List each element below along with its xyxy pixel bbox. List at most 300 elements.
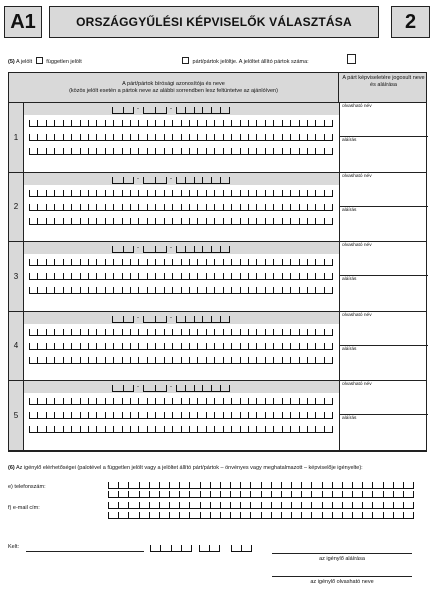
tick-cell — [189, 502, 199, 509]
tick-cell — [54, 287, 62, 294]
tick-cell — [172, 287, 180, 294]
readable-name-field[interactable] — [340, 381, 428, 415]
tick-cell — [265, 204, 273, 211]
signature-caption: az igénylő aláírása — [319, 556, 365, 562]
tick-cell — [290, 357, 298, 364]
tick-cell — [123, 385, 135, 392]
tick-cell — [105, 426, 113, 433]
tick-cell — [37, 134, 45, 141]
tick-cell — [29, 357, 37, 364]
tick-cell — [138, 204, 146, 211]
tick-cell — [112, 316, 123, 323]
tick-cell — [256, 343, 264, 350]
party-name-line[interactable] — [29, 287, 333, 294]
tick-cell — [37, 259, 45, 266]
party-name-line[interactable] — [29, 426, 333, 433]
tick-cell — [155, 343, 163, 350]
tick-cell — [46, 357, 54, 364]
tick-cell — [130, 148, 138, 155]
tick-cell — [324, 259, 333, 266]
tick-cell — [189, 259, 197, 266]
party-name-line[interactable] — [29, 412, 333, 419]
representative-cell — [339, 173, 428, 242]
tick-cell — [299, 329, 307, 336]
tick-cell — [307, 134, 315, 141]
table-header-party-title: A párt/pártok bírósági azonosítója és neve — [122, 81, 225, 87]
tick-cell — [164, 190, 172, 197]
tick-cell — [37, 343, 45, 350]
tick-cell — [105, 134, 113, 141]
tick-cell — [352, 502, 362, 509]
tick-cell — [189, 426, 197, 433]
tick-cell — [80, 259, 88, 266]
tick-cell — [29, 398, 37, 405]
tick-cell — [206, 426, 214, 433]
name-line[interactable] — [272, 576, 412, 577]
tick-cell — [130, 357, 138, 364]
party-name-line[interactable] — [29, 204, 333, 211]
tick-cell — [181, 412, 189, 419]
party-option-label: párt/pártok jelöltje. A jelöltet állító pártok száma: — [192, 59, 309, 65]
tick-cell — [164, 343, 172, 350]
tick-cell — [189, 134, 197, 141]
tick-cell — [113, 218, 121, 225]
tick-cell — [271, 491, 281, 498]
tick-cell — [155, 273, 163, 280]
tick-cell — [122, 148, 130, 155]
name-caption: az igénylő olvasható neve — [310, 579, 374, 585]
tick-cell — [332, 512, 342, 519]
date-year-field[interactable] — [150, 545, 192, 552]
tick-cell — [147, 204, 155, 211]
tick-cell — [54, 148, 62, 155]
tick-cell — [271, 502, 281, 509]
tick-cell — [29, 426, 37, 433]
tick-cell — [71, 148, 79, 155]
party-checkbox[interactable] — [182, 57, 189, 64]
tick-cell — [63, 398, 71, 405]
tick-cell — [265, 148, 273, 155]
tick-cell — [240, 502, 250, 509]
tick-cell — [71, 287, 79, 294]
tick-cell — [46, 287, 54, 294]
tick-cell — [290, 287, 298, 294]
party-name-line[interactable] — [29, 120, 333, 127]
tick-cell — [240, 190, 248, 197]
table-row — [9, 103, 426, 173]
phone-field-row2[interactable] — [108, 491, 414, 498]
party-name-line[interactable] — [29, 398, 333, 405]
tick-cell — [214, 120, 222, 127]
tick-cell — [88, 412, 96, 419]
tick-cell — [181, 398, 189, 405]
tick-cell — [159, 482, 169, 489]
party-name-line[interactable] — [29, 329, 333, 336]
tick-cell — [172, 357, 180, 364]
tick-cell — [307, 259, 315, 266]
tick-cell — [37, 273, 45, 280]
party-name-line[interactable] — [29, 134, 333, 141]
tick-cell — [281, 512, 291, 519]
tick-cell — [113, 357, 121, 364]
tick-cell — [181, 273, 189, 280]
tick-cell — [223, 190, 231, 197]
signature-field[interactable] — [340, 415, 428, 449]
tick-cell — [197, 218, 205, 225]
tick-cell — [324, 120, 333, 127]
tick-cell — [199, 545, 209, 552]
tick-cell — [185, 177, 194, 184]
tick-cell — [176, 385, 185, 392]
tick-cell — [176, 177, 185, 184]
tick-cell — [248, 412, 256, 419]
party-id-part2[interactable] — [143, 385, 167, 392]
id-separator: - — [170, 106, 172, 112]
tick-cell — [29, 120, 37, 127]
tick-cell — [231, 426, 239, 433]
tick-cell — [128, 491, 138, 498]
tick-cell — [403, 491, 414, 498]
tick-cell — [214, 329, 222, 336]
tick-cell — [202, 385, 211, 392]
tick-cell — [282, 190, 290, 197]
table-row — [9, 173, 426, 243]
tick-cell — [46, 148, 54, 155]
tick-cell — [172, 426, 180, 433]
tick-cell — [265, 357, 273, 364]
tick-cell — [240, 512, 250, 519]
signature-field[interactable] — [340, 207, 428, 241]
party-id-part2[interactable] — [143, 177, 167, 184]
tick-cell — [332, 482, 342, 489]
tick-cell — [240, 218, 248, 225]
tick-cell — [273, 259, 281, 266]
tick-cell — [155, 357, 163, 364]
tick-cell — [96, 148, 104, 155]
tick-cell — [299, 412, 307, 419]
tick-cell — [206, 190, 214, 197]
tick-cell — [71, 218, 79, 225]
tick-cell — [113, 412, 121, 419]
tick-cell — [172, 343, 180, 350]
tick-cell — [164, 273, 172, 280]
readable-name-field[interactable] — [340, 103, 428, 137]
tick-cell — [230, 502, 240, 509]
signature-label: aláírás — [342, 277, 357, 283]
tick-cell — [299, 148, 307, 155]
party-name-line[interactable] — [29, 148, 333, 155]
tick-cell — [138, 134, 146, 141]
tick-cell — [181, 343, 189, 350]
tick-cell — [240, 426, 248, 433]
tick-cell — [105, 190, 113, 197]
tick-cell — [181, 259, 189, 266]
tick-cell — [282, 134, 290, 141]
tick-cell — [214, 412, 222, 419]
tick-cell — [138, 259, 146, 266]
place-line[interactable] — [26, 551, 144, 552]
tick-cell — [223, 412, 231, 419]
party-id-part2[interactable] — [143, 316, 167, 323]
tick-cell — [290, 273, 298, 280]
tick-cell — [105, 259, 113, 266]
tick-cell — [185, 316, 194, 323]
tick-cell — [181, 148, 189, 155]
tick-cell — [322, 491, 332, 498]
tick-cell — [130, 329, 138, 336]
tick-cell — [248, 259, 256, 266]
tick-cell — [155, 412, 163, 419]
party-name-line[interactable] — [29, 273, 333, 280]
independent-option-label: független jelölt — [46, 59, 82, 65]
tick-cell — [138, 329, 146, 336]
party-id-part3[interactable] — [176, 177, 230, 184]
tick-cell — [248, 343, 256, 350]
tick-cell — [63, 273, 71, 280]
tick-cell — [80, 134, 88, 141]
tick-cell — [299, 273, 307, 280]
tick-cell — [185, 385, 194, 392]
email-field-row2[interactable] — [108, 512, 414, 519]
tick-cell — [248, 329, 256, 336]
representative-cell — [339, 103, 428, 172]
tick-cell — [105, 148, 113, 155]
tick-cell — [96, 412, 104, 419]
tick-cell — [324, 148, 333, 155]
tick-cell — [189, 357, 197, 364]
tick-cell — [282, 259, 290, 266]
tick-cell — [290, 343, 298, 350]
party-id-part1[interactable] — [112, 107, 134, 114]
tick-cell — [352, 482, 362, 489]
tick-cell — [197, 259, 205, 266]
tick-cell — [155, 134, 163, 141]
tick-cell — [80, 287, 88, 294]
tick-cell — [206, 259, 214, 266]
tick-cell — [273, 134, 281, 141]
signature-label: aláírás — [342, 416, 357, 422]
tick-cell — [372, 482, 382, 489]
party-id-part2[interactable] — [143, 107, 167, 114]
candidate-label: A jelölt — [15, 59, 33, 65]
tick-cell — [172, 259, 180, 266]
tick-cell — [315, 287, 323, 294]
tick-cell — [88, 148, 96, 155]
tick-cell — [372, 491, 382, 498]
tick-cell — [37, 426, 45, 433]
tick-cell — [88, 204, 96, 211]
tick-cell — [291, 491, 301, 498]
tick-cell — [172, 148, 180, 155]
tick-cell — [96, 343, 104, 350]
tick-cell — [29, 190, 37, 197]
tick-cell — [139, 512, 149, 519]
tick-cell — [172, 190, 180, 197]
tick-cell — [231, 545, 241, 552]
tick-cell — [189, 204, 197, 211]
party-count-box[interactable] — [347, 54, 356, 64]
tick-cell — [206, 134, 214, 141]
tick-cell — [256, 120, 264, 127]
party-id-part1[interactable] — [112, 246, 134, 253]
tick-cell — [118, 482, 128, 489]
party-name-line[interactable] — [29, 190, 333, 197]
tick-cell — [189, 412, 197, 419]
tick-cell — [88, 357, 96, 364]
party-name-line[interactable] — [29, 218, 333, 225]
party-id-part1[interactable] — [112, 316, 134, 323]
id-separator: - — [137, 384, 139, 390]
tick-cell — [122, 398, 130, 405]
tick-cell — [256, 273, 264, 280]
tick-cell — [256, 190, 264, 197]
tick-cell — [206, 218, 214, 225]
tick-cell — [189, 120, 197, 127]
tick-cell — [206, 204, 214, 211]
party-id-part1[interactable] — [112, 385, 134, 392]
tick-cell — [206, 273, 214, 280]
tick-cell — [282, 218, 290, 225]
tick-cell — [88, 259, 96, 266]
tick-cell — [307, 426, 315, 433]
tick-cell — [200, 482, 210, 489]
party-name-line[interactable] — [29, 357, 333, 364]
row-number: 2 — [9, 173, 24, 242]
signature-label: aláírás — [342, 346, 357, 352]
tick-cell — [105, 398, 113, 405]
tick-cell — [88, 398, 96, 405]
tick-cell — [122, 426, 130, 433]
independent-checkbox[interactable] — [36, 57, 43, 64]
tick-cell — [113, 273, 121, 280]
tick-cell — [105, 218, 113, 225]
tick-cell — [271, 512, 281, 519]
party-id-part3[interactable] — [176, 316, 230, 323]
tick-cell — [130, 398, 138, 405]
tick-cell — [220, 177, 230, 184]
tick-cell — [324, 134, 333, 141]
tick-cell — [112, 107, 123, 114]
tick-cell — [223, 218, 231, 225]
readable-name-field[interactable] — [340, 242, 428, 276]
tick-cell — [164, 259, 172, 266]
tick-cell — [88, 287, 96, 294]
tick-cell — [299, 204, 307, 211]
party-id-part3[interactable] — [176, 385, 230, 392]
tick-cell — [223, 357, 231, 364]
tick-cell — [248, 426, 256, 433]
tick-cell — [130, 204, 138, 211]
tick-cell — [202, 316, 211, 323]
signature-field[interactable] — [340, 276, 428, 310]
tick-cell — [181, 357, 189, 364]
tick-cell — [63, 134, 71, 141]
tick-cell — [307, 148, 315, 155]
contact-intro — [8, 465, 428, 472]
phone-field[interactable] — [108, 482, 414, 489]
tick-cell — [220, 491, 230, 498]
tick-cell — [231, 148, 239, 155]
tick-cell — [179, 482, 189, 489]
tick-cell — [54, 190, 62, 197]
row-number: 5 — [9, 381, 24, 450]
date-month-field[interactable] — [199, 545, 220, 552]
date-day-field[interactable] — [231, 545, 252, 552]
tick-cell — [210, 491, 220, 498]
tick-cell — [197, 329, 205, 336]
tick-cell — [143, 246, 155, 253]
tick-cell — [273, 329, 281, 336]
tick-cell — [189, 343, 197, 350]
tick-cell — [118, 491, 128, 498]
party-id-part3[interactable] — [176, 107, 230, 114]
tick-cell — [291, 512, 301, 519]
signature-field[interactable] — [340, 346, 428, 380]
tick-cell — [206, 343, 214, 350]
tick-cell — [71, 273, 79, 280]
tick-cell — [138, 190, 146, 197]
tick-cell — [80, 120, 88, 127]
tick-cell — [299, 218, 307, 225]
tick-cell — [324, 426, 333, 433]
tick-cell — [164, 426, 172, 433]
tick-cell — [122, 287, 130, 294]
tick-cell — [172, 273, 180, 280]
party-name-line[interactable] — [29, 259, 333, 266]
tick-cell — [130, 273, 138, 280]
email-field[interactable] — [108, 502, 414, 509]
tick-cell — [189, 398, 197, 405]
tick-cell — [271, 482, 281, 489]
tick-cell — [240, 343, 248, 350]
party-name-line[interactable] — [29, 343, 333, 350]
tick-cell — [197, 148, 205, 155]
party-id-part2[interactable] — [143, 246, 167, 253]
tick-cell — [290, 204, 298, 211]
tick-cell — [307, 190, 315, 197]
tick-cell — [113, 343, 121, 350]
signature-line[interactable] — [272, 553, 412, 554]
party-id-part3[interactable] — [176, 246, 230, 253]
tick-cell — [223, 120, 231, 127]
party-id-part1[interactable] — [112, 177, 134, 184]
representative-cell — [339, 312, 428, 381]
tick-cell — [164, 148, 172, 155]
tick-cell — [265, 329, 273, 336]
tick-cell — [282, 287, 290, 294]
tick-cell — [29, 204, 37, 211]
tick-cell — [223, 148, 231, 155]
tick-cell — [311, 502, 321, 509]
tick-cell — [273, 343, 281, 350]
tick-cell — [290, 120, 298, 127]
signature-field[interactable] — [340, 137, 428, 171]
tick-cell — [210, 512, 220, 519]
readable-name-field[interactable] — [340, 312, 428, 346]
section5-label: (5) — [8, 59, 15, 65]
tick-cell — [181, 329, 189, 336]
tick-cell — [231, 134, 239, 141]
tick-cell — [194, 107, 203, 114]
tick-cell — [122, 357, 130, 364]
tick-cell — [172, 218, 180, 225]
readable-name-field[interactable] — [340, 173, 428, 207]
tick-cell — [290, 426, 298, 433]
tick-cell — [214, 259, 222, 266]
tick-cell — [46, 398, 54, 405]
tick-cell — [147, 343, 155, 350]
tick-cell — [403, 482, 414, 489]
